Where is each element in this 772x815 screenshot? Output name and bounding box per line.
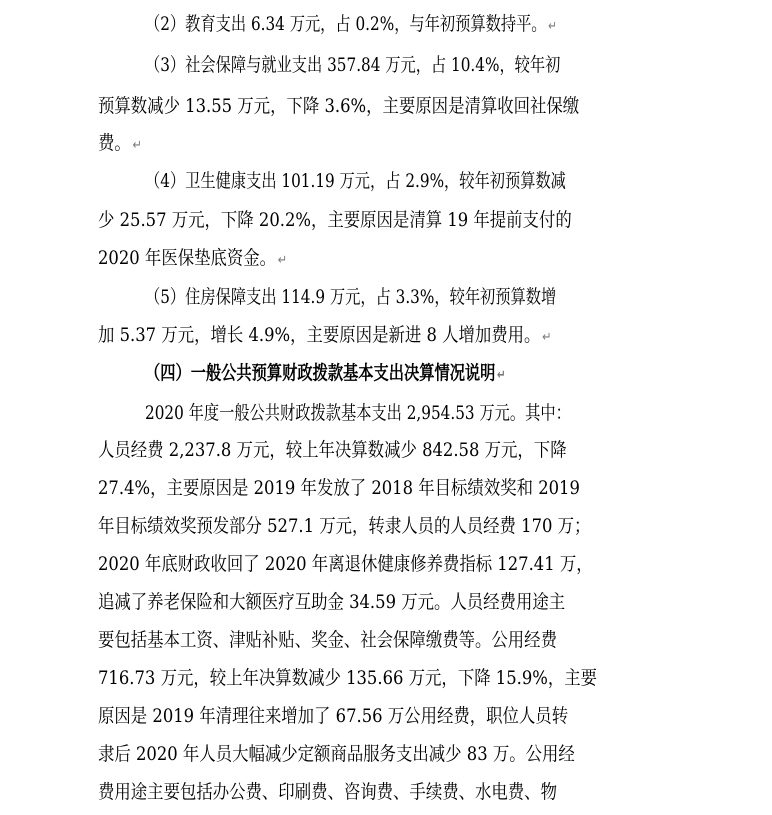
paragraph-mark-icon: ↵ [277,253,288,268]
text-line [98,470,764,509]
line-text: 2020 年医保垫底资金。 [98,247,277,269]
line-text: 2020 年底财政收回了 2020 年离退休健康修养费指标 127.41 万， [98,553,593,575]
text-line [98,317,764,356]
line-text: （2）教育支出 6.34 万元，占 0.2%，与年初预算数持平。 [145,13,547,35]
line-text: 少 25.57 万元，下降 20.2%，主要原因是清算 19 年提前支付的 [98,209,572,231]
text-line [98,202,764,241]
text-line [98,660,764,699]
text-line [98,622,764,661]
paragraph-mark-icon: ↵ [542,330,552,345]
paragraph-mark-icon: ↵ [548,19,557,34]
text-line [98,698,764,737]
line-text: 费。 [98,132,131,154]
paragraph-mark-icon: ↵ [497,368,506,383]
line-text: 要包括基本工资、津贴补贴、奖金、社会保障缴费等。公用经费 [98,629,557,651]
line-text: 加 5.37 万元，增长 4.9%，主要原因是新进 8 人增加费用。 [98,324,541,346]
text-line [98,774,764,813]
line-text: （4）卫生健康支出 101.19 万元，占 2.9%，较年初预算数减 [145,170,566,192]
line-text: 2020 年度一般公共财政拨款基本支出 2,954.53 万元。其中： [145,402,571,424]
line-text: 追减了养老保险和大额医疗互助金 34.59 万元。人员经费用途主 [98,591,566,613]
text-line [145,279,764,318]
line-text: 716.73 万元，较上年决算数减少 135.66 万元，下降 15.9%，主要 [98,667,598,689]
line-text: （3）社会保障与就业支出 357.84 万元，占 10.4%，较年初 [145,54,561,76]
section-heading [145,355,764,394]
line-text: 预算数减少 13.55 万元，下降 3.6%，主要原因是清算收回社保缴 [98,95,580,117]
text-line [98,508,764,547]
text-line [98,125,764,164]
line-text: 隶后 2020 年人员大幅减少定额商品服务支出减少 83 万。公用经 [98,743,575,765]
paragraph-mark-icon: ↵ [132,138,142,153]
text-line [98,240,764,279]
line-text: 27.4%，主要原因是 2019 年发放了 2018 年目标绩效奖和 2019 [98,477,580,499]
text-line [145,6,764,45]
line-text: （5）住房保障支出 114.9 万元，占 3.3%，较年初预算数增 [145,286,557,308]
text-line [98,432,764,471]
text-line [98,736,764,775]
text-line [145,163,764,202]
text-line [98,584,764,623]
text-line [145,395,764,434]
line-text: 人员经费 2,237.8 万元，较上年决算数减少 842.58 万元，下降 [98,439,567,461]
text-line [98,88,764,127]
line-text: 年目标绩效奖预发部分 527.1 万元，转隶人员的人员经费 170 万； [98,515,591,537]
text-line [145,47,764,86]
line-text: （四）一般公共预算财政拨款基本支出决算情况说明 [145,362,496,384]
text-line [98,546,764,585]
line-text: 费用途主要包括办公费、印刷费、咨询费、手续费、水电费、物 [98,781,557,803]
line-text: 原因是 2019 年清理往来增加了 67.56 万公用经费，职位人员转 [98,705,569,727]
